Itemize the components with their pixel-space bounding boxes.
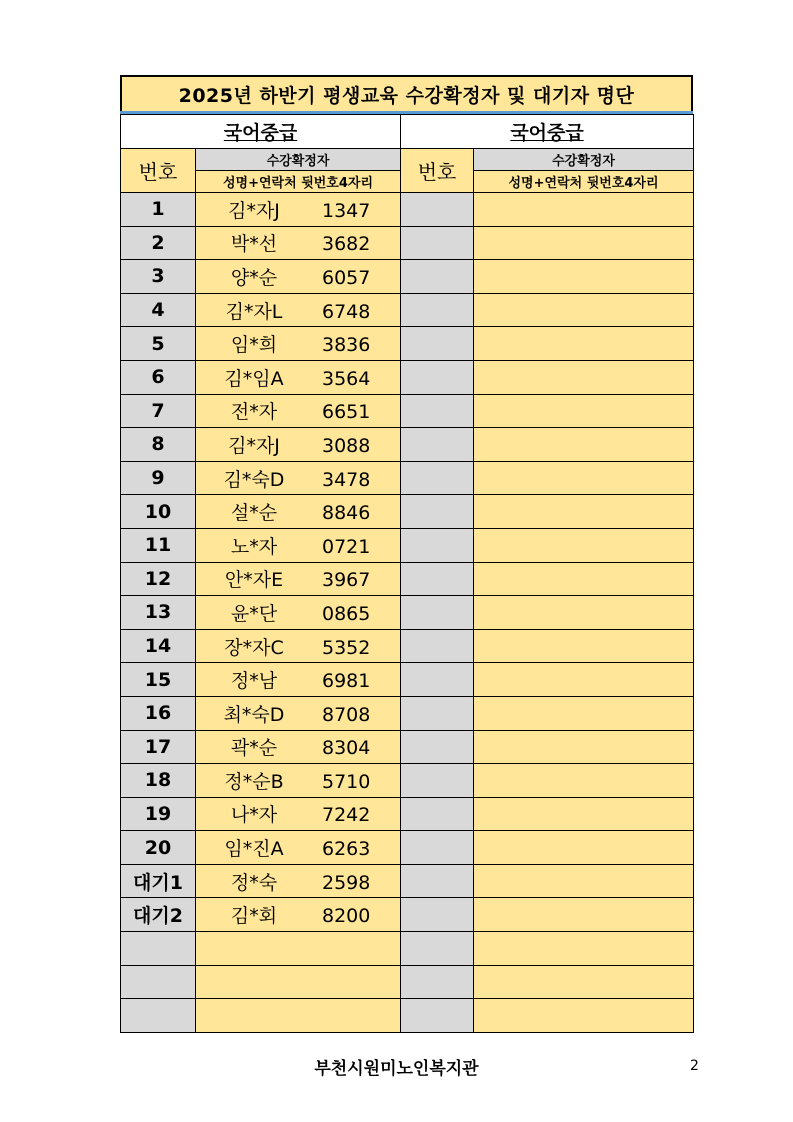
row-phone-last4: 6981	[322, 670, 371, 693]
row-phone-last4: 7242	[322, 804, 371, 827]
right-row-entry	[474, 932, 694, 966]
row-name: 김*자J	[228, 199, 280, 222]
table-row	[121, 260, 694, 294]
row-number	[121, 965, 196, 999]
right-row-entry	[474, 394, 694, 428]
row-name: 임*희	[230, 334, 278, 357]
row-entry	[196, 898, 401, 932]
row-entry	[196, 193, 401, 227]
right-row-number	[401, 663, 474, 697]
right-row-number	[401, 495, 474, 529]
row-phone-last4: 3478	[322, 468, 371, 491]
table-row	[121, 495, 694, 529]
right-row-number	[401, 696, 474, 730]
row-phone-last4: 8304	[322, 737, 371, 760]
right-row-number	[401, 461, 474, 495]
right-row-number	[401, 797, 474, 831]
row-entry	[196, 226, 401, 260]
row-name: 장*자C	[224, 636, 284, 659]
row-entry	[196, 831, 401, 865]
row-number: 9	[121, 461, 196, 495]
row-name: 설*순	[230, 502, 278, 525]
row-phone-last4: 8708	[322, 703, 371, 726]
right-row-number	[401, 528, 474, 562]
row-entry	[196, 663, 401, 697]
row-phone-last4: 6651	[322, 401, 371, 424]
table-row	[121, 764, 694, 798]
row-number: 20	[121, 831, 196, 865]
right-row-entry	[474, 495, 694, 529]
row-number: 15	[121, 663, 196, 697]
right-row-number	[401, 764, 474, 798]
row-name: 정*순B	[224, 770, 284, 793]
row-number: 14	[121, 629, 196, 663]
right-row-entry	[474, 327, 694, 361]
row-entry	[196, 327, 401, 361]
table-row	[121, 864, 694, 898]
row-phone-last4: 2598	[322, 871, 371, 894]
right-row-number	[401, 864, 474, 898]
right-row-entry	[474, 965, 694, 999]
row-entry	[196, 965, 401, 999]
table-row	[121, 696, 694, 730]
row-number: 5	[121, 327, 196, 361]
row-entry	[196, 260, 401, 294]
table-row	[121, 629, 694, 663]
row-number: 대기1	[121, 864, 196, 898]
footer-organization: 부천시원미노인복지관	[314, 1059, 479, 1079]
row-phone-last4: 3836	[322, 334, 371, 357]
left-name-phone-header: 성명+연락처 뒷번호4자리	[196, 171, 401, 193]
right-row-entry	[474, 999, 694, 1033]
right-row-number	[401, 226, 474, 260]
table-row	[121, 461, 694, 495]
row-phone-last4: 1347	[322, 199, 371, 222]
row-entry	[196, 562, 401, 596]
row-entry	[196, 696, 401, 730]
table-row	[121, 999, 694, 1033]
row-name: 나*자	[230, 804, 278, 827]
right-row-number	[401, 730, 474, 764]
right-row-entry	[474, 696, 694, 730]
table-row	[121, 797, 694, 831]
table-row	[121, 193, 694, 227]
right-confirmed-header: 수강확정자	[474, 149, 694, 171]
page-number: 2	[690, 1058, 699, 1074]
row-number: 1	[121, 193, 196, 227]
row-name: 임*진A	[224, 838, 284, 861]
right-row-number	[401, 260, 474, 294]
row-phone-last4: 3967	[322, 569, 371, 592]
right-row-entry	[474, 898, 694, 932]
right-row-number	[401, 898, 474, 932]
sheet-title: 2025년 하반기 평생교육 수강확정자 및 대기자 명단	[120, 75, 693, 111]
row-phone-last4: 3564	[322, 367, 371, 390]
row-number: 2	[121, 226, 196, 260]
right-row-number	[401, 428, 474, 462]
row-number: 11	[121, 528, 196, 562]
right-row-number	[401, 932, 474, 966]
right-row-entry	[474, 293, 694, 327]
row-entry	[196, 764, 401, 798]
row-number: 6	[121, 360, 196, 394]
row-name: 윤*단	[230, 602, 278, 625]
right-row-number	[401, 327, 474, 361]
row-number: 19	[121, 797, 196, 831]
row-entry	[196, 932, 401, 966]
roster-table	[120, 114, 694, 1033]
row-name: 양*순	[230, 266, 278, 289]
row-number: 7	[121, 394, 196, 428]
table-row	[121, 730, 694, 764]
row-entry	[196, 360, 401, 394]
table-row	[121, 596, 694, 630]
right-row-entry	[474, 831, 694, 865]
left-confirmed-header: 수강확정자	[196, 149, 401, 171]
right-row-entry	[474, 562, 694, 596]
right-row-entry	[474, 797, 694, 831]
right-row-number	[401, 999, 474, 1033]
right-row-entry	[474, 629, 694, 663]
right-row-entry	[474, 226, 694, 260]
row-name: 정*남	[230, 670, 278, 693]
row-entry	[196, 797, 401, 831]
right-row-entry	[474, 764, 694, 798]
right-row-number	[401, 193, 474, 227]
right-row-entry	[474, 864, 694, 898]
right-row-entry	[474, 193, 694, 227]
right-name-phone-header: 성명+연락처 뒷번호4자리	[474, 171, 694, 193]
row-number: 13	[121, 596, 196, 630]
right-row-number	[401, 394, 474, 428]
row-name: 김*임A	[224, 367, 284, 390]
right-row-number	[401, 629, 474, 663]
row-name: 김*자J	[228, 434, 280, 457]
right-course-title: 국어중급	[401, 115, 694, 149]
table-row	[121, 898, 694, 932]
right-row-number	[401, 562, 474, 596]
row-name: 곽*순	[230, 737, 278, 760]
row-entry	[196, 864, 401, 898]
row-entry	[196, 394, 401, 428]
right-row-entry	[474, 260, 694, 294]
right-row-entry	[474, 596, 694, 630]
row-phone-last4: 3682	[322, 233, 371, 256]
left-number-header: 번호	[121, 149, 196, 193]
row-number: 8	[121, 428, 196, 462]
row-name: 최*숙D	[223, 703, 285, 726]
row-number	[121, 999, 196, 1033]
right-row-number	[401, 831, 474, 865]
row-entry	[196, 528, 401, 562]
row-phone-last4: 6263	[322, 838, 371, 861]
row-entry	[196, 495, 401, 529]
right-row-number	[401, 596, 474, 630]
table-row	[121, 932, 694, 966]
row-name: 김*숙D	[223, 468, 285, 491]
row-phone-last4: 8846	[322, 502, 371, 525]
row-number: 12	[121, 562, 196, 596]
row-phone-last4: 8200	[322, 905, 371, 928]
row-number	[121, 932, 196, 966]
row-number: 대기2	[121, 898, 196, 932]
table-row	[121, 360, 694, 394]
row-phone-last4: 5352	[322, 636, 371, 659]
row-number: 17	[121, 730, 196, 764]
row-entry	[196, 999, 401, 1033]
row-name: 정*숙	[230, 871, 278, 894]
row-phone-last4: 6748	[322, 300, 371, 323]
row-name: 박*선	[230, 233, 278, 256]
row-number: 16	[121, 696, 196, 730]
right-row-entry	[474, 461, 694, 495]
right-row-number	[401, 293, 474, 327]
row-number: 10	[121, 495, 196, 529]
row-phone-last4: 6057	[322, 266, 371, 289]
row-name: 노*자	[230, 535, 278, 558]
row-entry	[196, 730, 401, 764]
row-phone-last4: 5710	[322, 770, 371, 793]
right-number-header: 번호	[401, 149, 474, 193]
row-phone-last4: 0865	[322, 602, 371, 625]
row-entry	[196, 461, 401, 495]
right-row-entry	[474, 730, 694, 764]
table-row	[121, 663, 694, 697]
table-row	[121, 965, 694, 999]
right-row-entry	[474, 360, 694, 394]
table-row	[121, 327, 694, 361]
row-name: 안*자E	[224, 569, 284, 592]
row-phone-last4: 3088	[322, 434, 371, 457]
row-phone-last4: 0721	[322, 535, 371, 558]
right-row-number	[401, 965, 474, 999]
table-row	[121, 394, 694, 428]
table-row	[121, 528, 694, 562]
right-row-entry	[474, 428, 694, 462]
table-row	[121, 226, 694, 260]
table-row	[121, 428, 694, 462]
table-row	[121, 562, 694, 596]
row-entry	[196, 428, 401, 462]
right-row-entry	[474, 528, 694, 562]
row-entry	[196, 596, 401, 630]
row-number: 3	[121, 260, 196, 294]
right-row-number	[401, 360, 474, 394]
table-row	[121, 293, 694, 327]
roster-sheet	[120, 75, 693, 1033]
row-entry	[196, 293, 401, 327]
row-number: 4	[121, 293, 196, 327]
right-row-entry	[474, 663, 694, 697]
row-entry	[196, 629, 401, 663]
row-number: 18	[121, 764, 196, 798]
row-name: 김*회	[230, 905, 278, 928]
table-row	[121, 831, 694, 865]
row-name: 전*자	[230, 401, 278, 424]
row-name: 김*자L	[225, 300, 283, 323]
left-course-title: 국어중급	[121, 115, 401, 149]
